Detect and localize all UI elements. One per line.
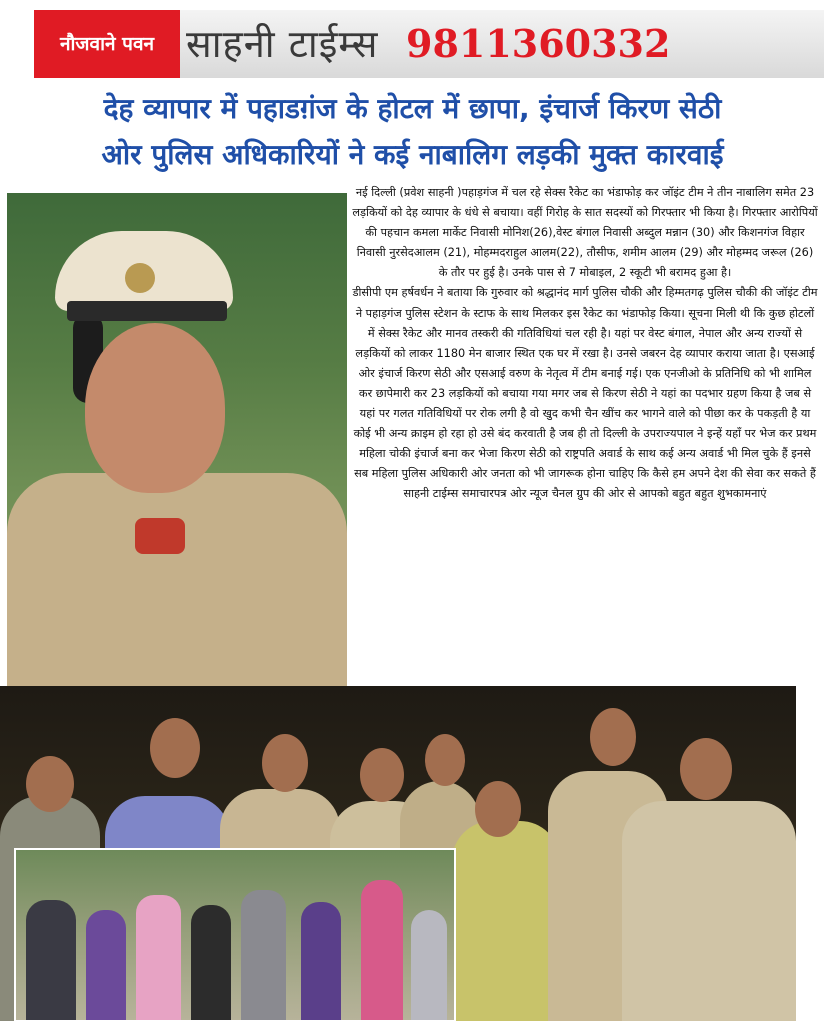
inset-figure-5 [241,890,286,1020]
inset-figure-4 [191,905,231,1020]
inset-figure-7 [361,880,403,1020]
officer-portrait-photo [7,193,347,686]
article-paragraph-2: डीसीपी एम हर्षवर्धन ने बताया कि गुरुवार को श्रद्धानंद मार्ग पुलिस चौकी और हिम्मतगढ़ पुलिस चौकी की जॉइंट टीम ने पहाड़गंज पुलिस स्टेशन के स्टाफ के साथ मिलकर इस रैकेट का भंडाफोड़ किया। सूचना मिली थी कि कुछ होटलों में सेक्स रैकेट और मानव तस्करी की गतिविधियां चल रही है। यहां पर वेस्ट बंगाल, नेपाल और अन्य राज्यों से लड़कियों को लाकर 1180 मेन बाजार स्थित एक घर में रखा है। उनसे जबरन देह व्यापार कराया जाता है। एसआई ओर इंचार्ज किरण सेठी और एसआई वरुण के नेतृत्व में टीम बनाई गई। एक एनजीओ के प्रतिनिधि को भी शामिल कर छापेमारी कर 23 लड़कियों को बचाया गया मगर जब से किरण सेठी ने यहां का पदभार ग्रहण किया है जब से यहां पर गलत गतिविधियों पर रोक लगी है वो खुद कभी चैन खींच कर भागने वाले को पीछा कर के पकड़ती है या कोई भी अन्य क्राइम हो रहा हो उसे बंद करवाती है जब ही तो दिल्ली के उपराज्यपाल ने इन्हें यहाँ पर भेज कर प्रथम महिला चोकी इंचार्ज बना कर भेजा किरण सेठी को राष्ट्रपति अवार्ड के साथ कई अन्य अवार्ड भी मिल चुके हैं इनसे सब महिला पुलिस अधिकारी ओर जनता को भी जागरूक होना चाहिए कि कैसे हम अपने देश की सेवा कर सकते हैं साहनी टाईम्स समाचारपत्र ओर न्यूज चैनल ग्रुप की ओर से आपको बहुत बहुत शुभकामनाएं [352,286,818,501]
photo-head-5 [425,734,465,786]
rescue-scene-inset-photo [14,848,456,1022]
headline-line-2: ओर पुलिस अधिकारियों ने कई नाबालिग लड़की मुक्त कारवाई [101,138,724,171]
inset-figure-6 [301,902,341,1020]
photo-head-1 [26,756,74,812]
masthead-banner [34,10,824,78]
photo-head-3 [262,734,308,792]
headline-line-1: देह व्यापार में पहाडग़ंज के होटल में छापा, इंचार्ज किरण सेठी [103,92,722,125]
photo-uniform-shape [7,473,347,686]
photo-badge-plate [135,518,185,554]
masthead-phone: 9811360332 [406,21,671,66]
photo-head-6 [475,781,521,837]
masthead-paper-name: साहनी टाईम्स [186,22,379,66]
photo-person-8 [622,801,796,1021]
inset-figure-1 [26,900,76,1020]
photo-face-shape [85,323,225,493]
photo-head-7 [590,708,636,766]
article-paragraph-1: नई दिल्ली (प्रवेश साहनी )पहाड़गंज में चल रहे सेक्स रैकेट का भंडाफोड़ कर जॉइंट टीम ने तीन नाबालिग समेत 23 लड़कियों को देह व्यापार के धंधे से बचाया। वहीं गिरोह के सात सदस्यों को गिरफ्तार भी किया है। गिरफ्तार आरोपियों की पहचान कमला मार्केट निवासी मोनिश(26),वेस्ट बंगाल निवासी अब्दुल मन्नान (30) और किशनगंज विहार निवासी नुरसेदआलम (21), मोहम्मदराहुल आलम(22), तौसीफ, शमीम आलम (29) और मोहम्मद जरूल (26) के तौर पर हुई है। उनके पास से 7 मोबाइल, 2 स्कूटी भी बरामद हुआ है। [352,186,818,280]
inset-figure-3 [136,895,181,1020]
photo-cap-badge [125,263,155,293]
photo-head-8 [680,738,732,800]
photo-cap-band [67,301,227,321]
photo-person-6 [452,821,560,1021]
inset-figure-8 [411,910,447,1020]
article-body [352,183,818,505]
headline [10,86,815,178]
masthead-tagline: नौजवाने पवन [34,10,180,78]
inset-figure-2 [86,910,126,1020]
photo-head-4 [360,748,404,802]
photo-head-2 [150,718,200,778]
